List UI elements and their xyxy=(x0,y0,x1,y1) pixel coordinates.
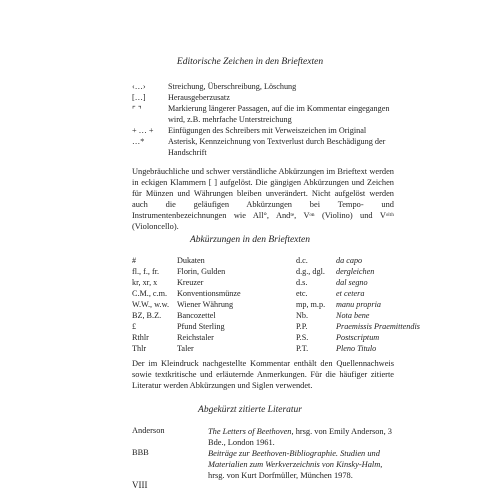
editorial-description: Streichung, Überschreibung, Löschung xyxy=(168,82,297,91)
literature-entry xyxy=(208,426,398,448)
abbr-meaning: Nota bene xyxy=(336,311,370,320)
abbr-symbol: etc. xyxy=(296,289,308,298)
editorial-symbol: …* xyxy=(132,137,145,146)
section-title-editorial-signs: Editorische Zeichen in den Brieftexten xyxy=(176,57,324,67)
abbr-symbol: # xyxy=(132,256,137,265)
abbr-meaning: et cetera xyxy=(336,289,365,298)
editorial-symbol: + … + xyxy=(132,126,154,135)
abbr-meaning: Wiener Währung xyxy=(177,300,234,309)
abbr-symbol: mp, m.p. xyxy=(296,300,326,309)
abbr-symbol: d.s. xyxy=(296,278,308,287)
abbr-meaning: manu propria xyxy=(336,300,381,309)
abbr-meaning: Pleno Titulo xyxy=(336,344,377,353)
section-title-abbreviations: Abkürzungen in den Brieftexten xyxy=(189,235,311,245)
abbr-meaning: Praemissis Praemittendis xyxy=(336,322,420,331)
abbr-meaning: Florin, Gulden xyxy=(177,267,226,276)
literature-title: Beiträge zur Beethoven-Bibliographie. Studien und Materialien zum Werkverzeichnis von Kinsky-Halm xyxy=(208,449,381,469)
editorial-description: Markierung längerer Passagen, auf die im Kommentar eingegangen wird, z.B. mehrfache Unterstreichung xyxy=(168,104,390,124)
abbr-symbol: BZ, B.Z. xyxy=(132,311,162,320)
abbr-meaning: dal segno xyxy=(336,278,368,287)
abbr-symbol: fl., f., fr. xyxy=(132,267,160,276)
abbr-meaning: Pfund Sterling xyxy=(177,322,225,331)
abbr-meaning: Konventionsmünze xyxy=(177,289,241,298)
abbr-symbol: P.P. xyxy=(296,322,308,331)
editorial-symbol: […] xyxy=(132,93,146,102)
literature-details: , hrsg. von Kurt Dorfmüller, München 1978. xyxy=(208,460,383,480)
abbr-meaning: dergleichen xyxy=(336,267,375,276)
abbr-symbol: Thlr xyxy=(132,344,147,353)
abbr-symbol: £ xyxy=(132,322,137,331)
literature-entry xyxy=(208,448,398,481)
abbr-meaning: Taler xyxy=(177,344,194,353)
editorial-description: Herausgeberzusatz xyxy=(168,93,230,102)
abbr-meaning: Bancozettel xyxy=(177,311,216,320)
abbr-meaning: Dukaten xyxy=(177,256,205,265)
abbr-symbol: C.M., c.m. xyxy=(132,289,168,298)
abbr-meaning: Postscriptum xyxy=(336,333,380,342)
abbr-symbol: P.T. xyxy=(296,344,309,353)
section-title-literature: Abgekürzt zitierte Literatur xyxy=(198,405,302,415)
abbr-symbol: Nb. xyxy=(296,311,309,320)
abbr-meaning: Kreuzer xyxy=(177,278,204,287)
literature-details: , hrsg. von Emily Anderson, 3 Bde., London 1961. xyxy=(208,427,392,447)
commentary-paragraph: Der im Kleindruck nachgestellte Kommentar enthält den Quellennachweis sowie textkritische und erläuternde Anmerkungen. Für die häufiger zitierte Literatur werden Abkürzungen und Siglen verwendet. xyxy=(132,359,394,390)
literature-key: Anderson xyxy=(132,426,165,435)
abbr-meaning: Reichstaler xyxy=(177,333,214,342)
literature-key: BBB xyxy=(132,448,149,457)
editorial-description: Einfügungen des Schreibers mit Verweiszeichen im Original xyxy=(168,126,367,135)
abbreviation-paragraph: Ungebräuchliche und schwer verständliche Abkürzungen im Brieftext werden in eckigen Klammern [ ] aufgelöst. Die gängigen Abkürzungen und Zeichen für Münzen und Währungen bleiben unverändert. Nicht aufgelöst werden auch die geläufigen Abkürzungen bei Tempo- und Instrumentenbezeichnungen wie All°, Andᵗᵉ, Vᵒⁿ (Violino) und Vᵒˡᵗʰ (Violoncello). xyxy=(132,167,394,231)
literature-title: The Letters of Beethoven xyxy=(208,427,292,436)
abbr-symbol: W.W., w.w. xyxy=(132,300,169,309)
editorial-symbol: ‹…› xyxy=(132,82,146,91)
abbr-symbol: Rthlr xyxy=(132,333,149,342)
abbr-meaning: da capo xyxy=(336,256,363,265)
editorial-description: Asterisk, Kennzeichnung von Textverlust durch Beschädigung der Handschrift xyxy=(168,137,386,157)
abbr-symbol: kr, xr, x xyxy=(132,278,158,287)
abbr-symbol: d.g., dgl. xyxy=(296,267,325,276)
abbr-symbol: d.c. xyxy=(296,256,308,265)
page-number: VIII xyxy=(132,480,148,490)
abbr-symbol: P.S. xyxy=(296,333,309,342)
editorial-symbol: ⌜ ⌝ xyxy=(132,105,142,114)
